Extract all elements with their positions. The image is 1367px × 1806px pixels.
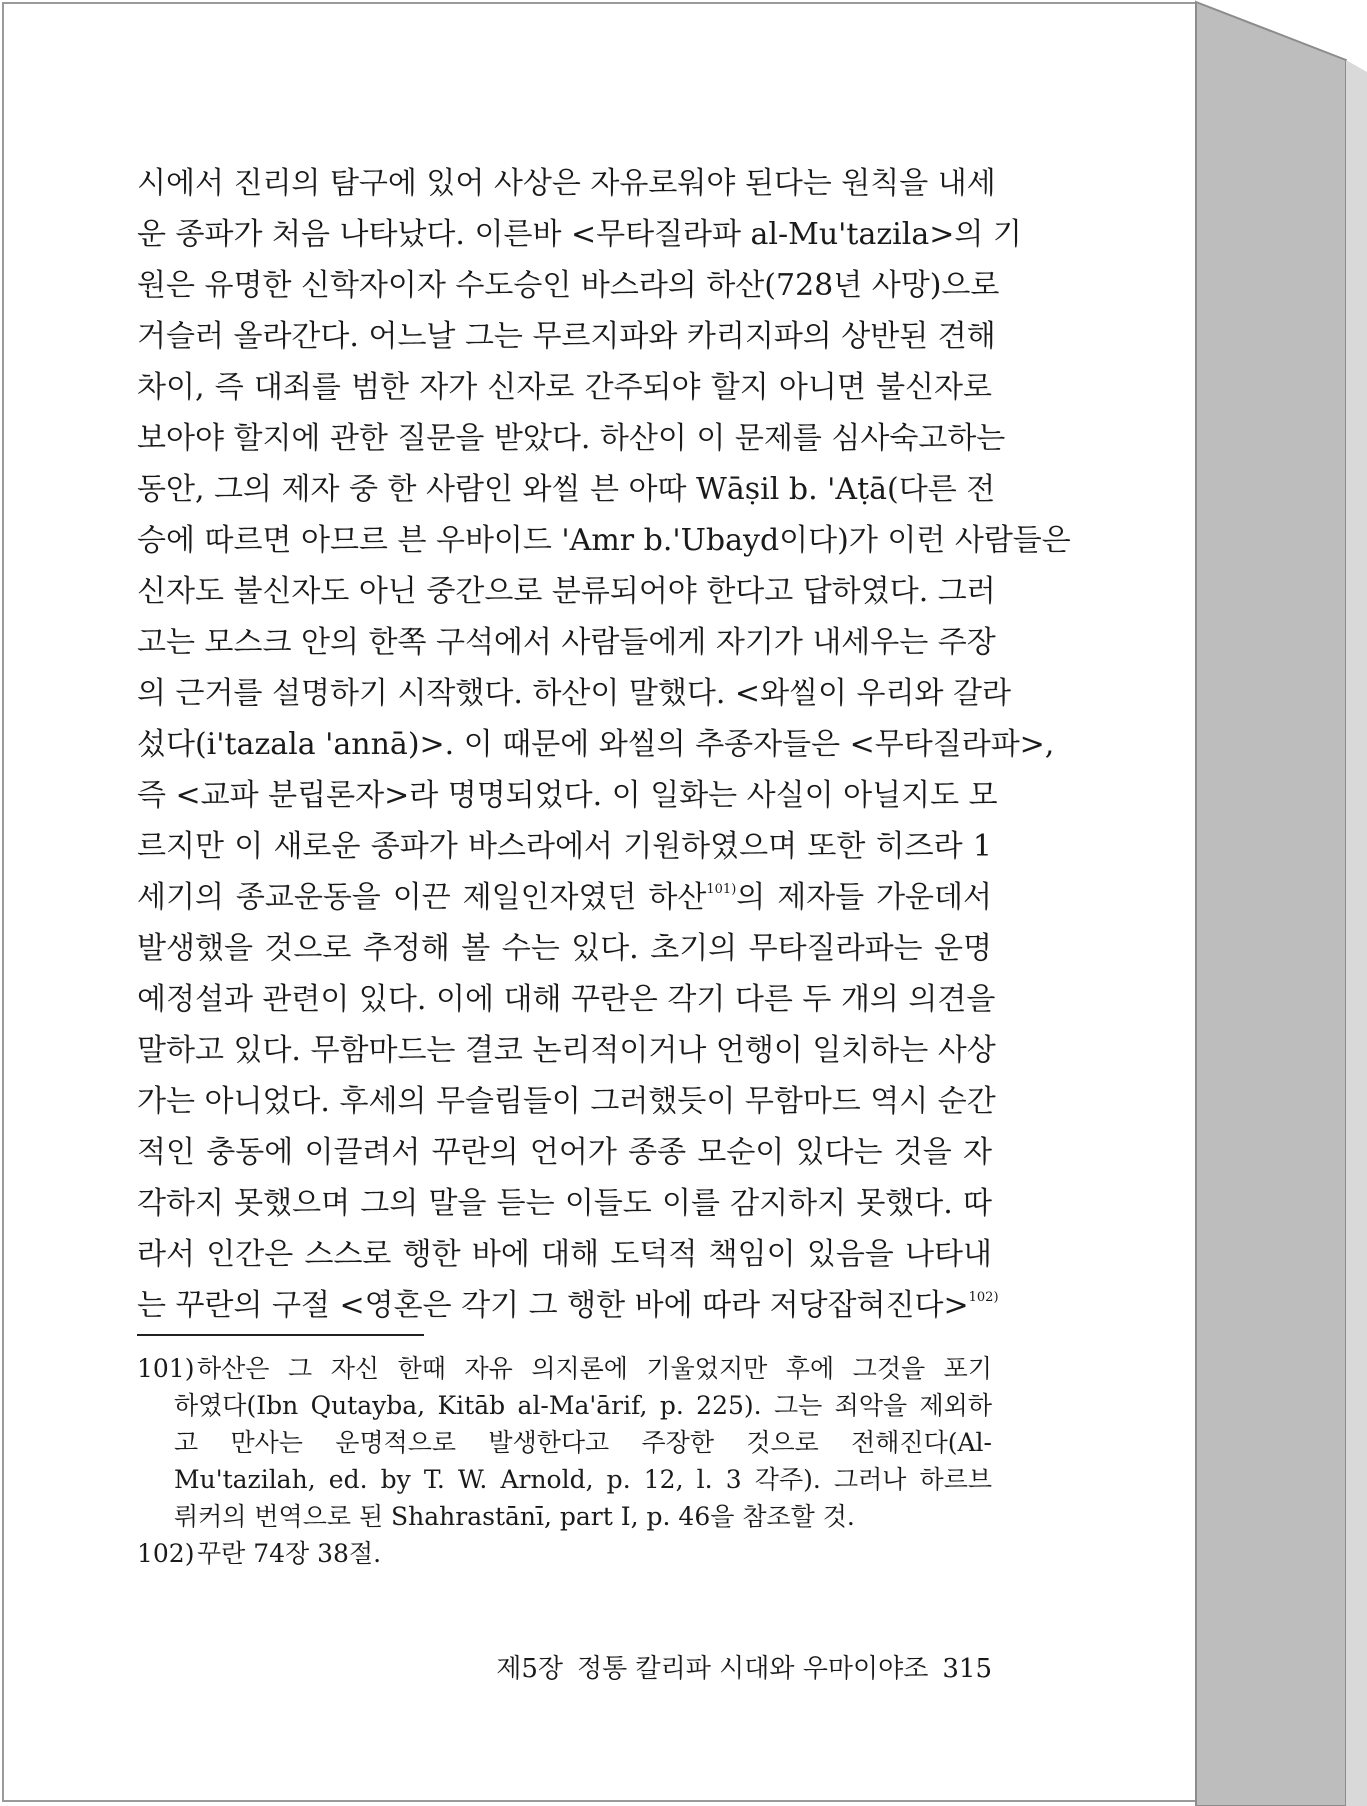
body-line-text: 세기의 종교운동을 이끈 제일인자였던 하산	[137, 880, 707, 915]
body-line: 승에 따르면 아므르 븐 우바이드 'Amr b.'Ubayd이다)가 이런 사람들은	[137, 523, 1071, 558]
footnote-101-line: Mu'tazilah, ed. by T. W. Arnold, p. 12, l. 3 각주). 그러나 하르브	[174, 1465, 992, 1494]
body-line: 즉 <교파 분립론자>라 명명되었다. 이 일화는 사실이 아닐지도 모	[137, 778, 998, 813]
body-line: 동안, 그의 제자 중 한 사람인 와씰 븐 아따 Wāṣil b. 'Aṭā(다른 전	[137, 472, 996, 507]
footnotes	[137, 1350, 992, 1572]
footnote-102-line	[137, 1535, 992, 1572]
footnote-102-number: 102)	[137, 1539, 195, 1568]
body-line: 신자도 불신자도 아닌 중간으로 분류되어야 한다고 답하였다. 그러	[137, 574, 996, 609]
body-line: 차이, 즉 대죄를 범한 자가 신자로 간주되야 할지 아니면 불신자로	[137, 370, 992, 405]
body-line-with-footnote	[137, 1280, 999, 1331]
book-edge-decoration	[1196, 0, 1367, 1806]
body-line: 섰다(i'tazala 'annā)>. 이 때문에 와씰의 추종자들은 <무타질라파>,	[137, 727, 1055, 762]
body-line: 말하고 있다. 무함마드는 결코 논리적이거나 언행이 일치하는 사상	[137, 1033, 996, 1068]
body-line: 시에서 진리의 탐구에 있어 사상은 자유로워야 된다는 원칙을 내세	[137, 166, 996, 201]
footnote-ref-101[interactable]: 101)	[706, 882, 737, 897]
body-line-with-footnote	[137, 872, 992, 923]
body-line: 보아야 할지에 관한 질문을 받았다. 하산이 이 문제를 심사숙고하는	[137, 421, 1006, 456]
body-line: 발생했을 것으로 추정해 볼 수는 있다. 초기의 무타질라파는 운명	[137, 931, 992, 966]
body-line: 예정설과 관련이 있다. 이에 대해 꾸란은 각기 다른 두 개의 의견을	[137, 982, 996, 1017]
body-line: 운 종파가 처음 나타났다. 이른바 <무타질라파 al-Mu'tazila>의 기	[137, 217, 1022, 252]
chapter-title: 정통 칼리파 시대와 우마이야조	[577, 1654, 929, 1684]
body-line: 가는 아니었다. 후세의 무슬림들이 그러했듯이 무함마드 역시 순간	[137, 1084, 996, 1119]
body-line: 의 근거를 설명하기 시작했다. 하산이 말했다. <와씰이 우리와 갈라	[137, 676, 1011, 711]
body-line-text: 는 꾸란의 구절 <영혼은 각기 그 행한 바에 따라 저당잡혀진다>	[137, 1288, 969, 1323]
chapter-label: 제5장	[496, 1654, 564, 1684]
body-line-text-suffix: 의 제자들 가운데서	[736, 880, 992, 915]
page-number: 315	[942, 1654, 992, 1684]
footnote-101-text: 하산은 그 자신 한때 자유 의지론에 기울었지만 후에 그것을 포기	[197, 1354, 992, 1383]
footnote-ref-102[interactable]: 102)	[968, 1290, 999, 1305]
footnote-101-number: 101)	[137, 1354, 195, 1383]
body-line: 원은 유명한 신학자이자 수도승인 바스라의 하산(728년 사망)으로	[137, 268, 1000, 303]
body-line: 거슬러 올라간다. 어느날 그는 무르지파와 카리지파의 상반된 견해	[137, 319, 996, 354]
body-line: 고는 모스크 안의 한쪽 구석에서 사람들에게 자기가 내세우는 주장	[137, 625, 996, 660]
running-footer	[460, 1648, 992, 1685]
body-line: 르지만 이 새로운 종파가 바스라에서 기원하였으며 또한 히즈라 1	[137, 829, 992, 864]
body-line: 각하지 못했으며 그의 말을 듣는 이들도 이를 감지하지 못했다. 따	[137, 1186, 992, 1221]
footnote-101-line: 하였다(Ibn Qutayba, Kitāb al-Ma'ārif, p. 225). 그는 죄악을 제외하	[174, 1391, 992, 1420]
footnote-101-line	[137, 1350, 992, 1387]
body-text	[137, 158, 1071, 1331]
footnote-divider	[137, 1334, 424, 1336]
footnote-101-line: 뤼커의 번역으로 된 Shahrastānī, part Ⅰ, p. 46을 참조할 것.	[174, 1502, 855, 1531]
footnote-102-text: 꾸란 74장 38절.	[197, 1539, 382, 1568]
body-line: 적인 충동에 이끌려서 꾸란의 언어가 종종 모순이 있다는 것을 자	[137, 1135, 992, 1170]
body-line: 라서 인간은 스스로 행한 바에 대해 도덕적 책임이 있음을 나타내	[137, 1237, 992, 1272]
footnote-101-line: 고 만사는 운명적으로 발생한다고 주장한 것으로 전해진다(Al-	[174, 1428, 992, 1457]
